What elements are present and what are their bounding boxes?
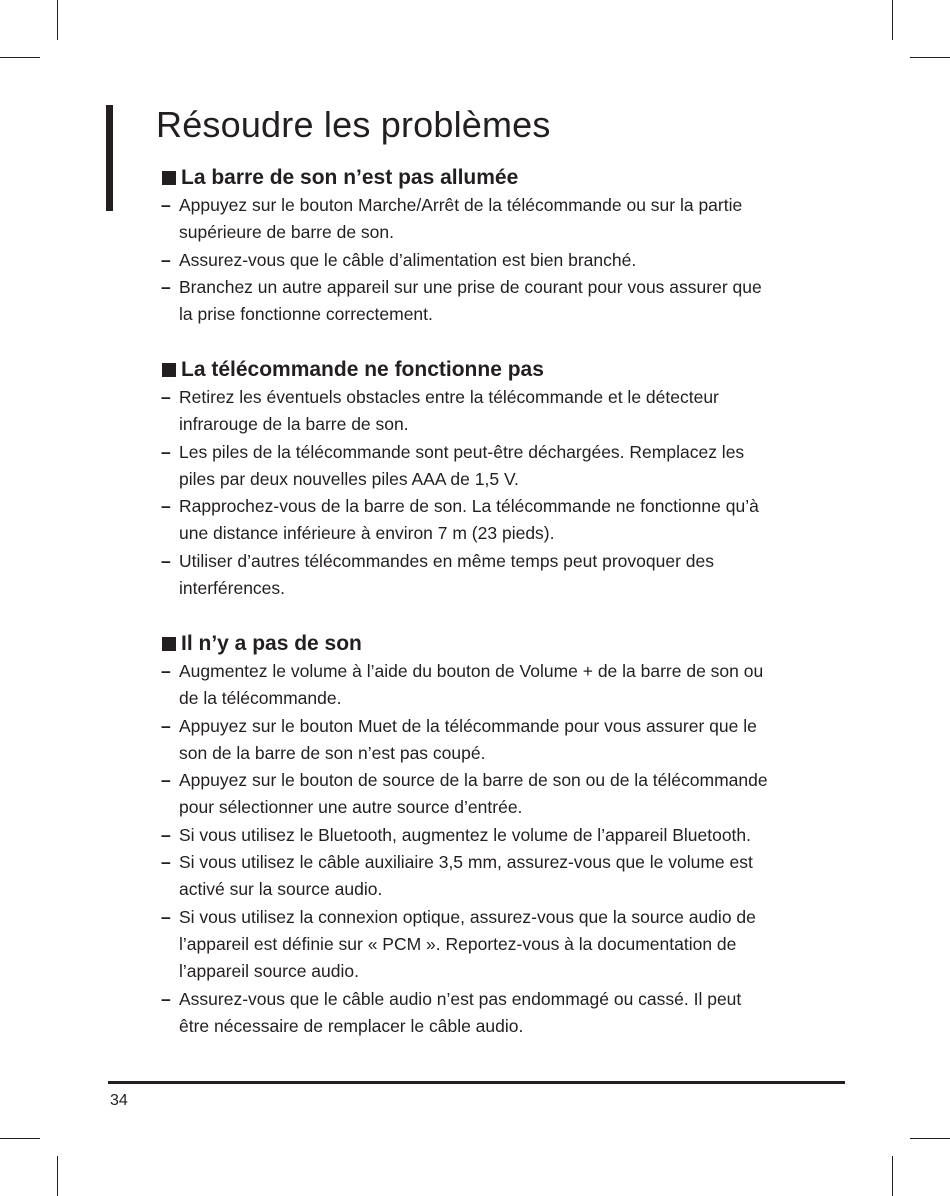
crop-mark (910, 1138, 950, 1139)
text-line: Assurez-vous que le câble audio n’est pas endommagé ou cassé. Il peut (179, 988, 742, 1009)
crop-mark (910, 57, 950, 58)
text-line: Appuyez sur le bouton Marche/Arrêt de la télécommande ou sur la partie (179, 195, 743, 215)
text-line: Augmentez le volume à l’aide du bouton de Volume + de la barre de son ou (179, 661, 764, 681)
dash-bullet: – (161, 441, 171, 462)
section-heading (162, 356, 822, 384)
section-remote (162, 356, 822, 602)
text-line: Appuyez sur le bouton Muet de la télécommande pour vous assurer que le (179, 715, 757, 736)
title-accent-bar (106, 105, 113, 211)
dash-bullet: – (161, 770, 171, 791)
text-line: infrarouge de la barre de son. (179, 414, 409, 435)
dash-bullet: – (161, 195, 171, 215)
list-item (162, 658, 822, 713)
text-line: Utiliser d’autres télécommandes en même temps peut provoquer des (179, 550, 714, 571)
dash-bullet: – (161, 824, 171, 845)
text-line: activé sur la source audio. (179, 879, 383, 900)
text-line: être nécessaire de remplacer le câble audio. (179, 1015, 524, 1036)
text-line: Retirez les éventuels obstacles entre la télécommande et le détecteur (179, 387, 719, 407)
section-heading-text: La barre de son n’est pas allumée (181, 166, 519, 189)
dash-bullet: – (161, 550, 171, 571)
text-line: Rapprochez-vous de la barre de son. La télécommande ne fonctionne qu’à (179, 496, 759, 517)
list-item (162, 986, 822, 1041)
list-item (162, 822, 822, 849)
list-item (162, 274, 822, 329)
list-item (162, 384, 822, 439)
list-item (162, 904, 822, 986)
crop-mark (57, 1156, 58, 1196)
crop-mark (57, 0, 58, 40)
list-item (162, 493, 822, 548)
dash-bullet: – (161, 852, 171, 873)
section-no-sound (162, 630, 822, 1040)
dash-bullet: – (161, 276, 171, 297)
list-item (162, 767, 822, 822)
list-item (162, 849, 822, 904)
text-line: Assurez-vous que le câble d’alimentation est bien branché. (179, 249, 637, 270)
text-line: piles par deux nouvelles piles AAA de 1,5 V. (179, 468, 519, 489)
list-item (162, 192, 822, 247)
dash-bullet: – (161, 988, 171, 1009)
text-line: une distance inférieure à environ 7 m (23 pieds). (179, 523, 555, 544)
text-line: son de la barre de son n’est pas coupé. (179, 742, 486, 763)
text-line: Si vous utilisez le Bluetooth, augmentez le volume de l’appareil Bluetooth. (179, 824, 752, 845)
dash-bullet: – (161, 906, 171, 927)
text-line: Branchez un autre appareil sur une prise de courant pour vous assurer que (179, 276, 762, 297)
section-heading-text: Il n’y a pas de son (181, 632, 362, 655)
text-line: Si vous utilisez le câble auxiliaire 3,5 mm, assurez-vous que le volume est (179, 852, 753, 873)
crop-mark (0, 1138, 40, 1139)
dash-bullet: – (161, 715, 171, 736)
text-line: Si vous utilisez la connexion optique, assurez-vous que la source audio de (179, 906, 756, 927)
troubleshooting-list (162, 658, 822, 1040)
crop-mark (892, 0, 893, 40)
text-line: l’appareil est définie sur « PCM ». Reportez-vous à la documentation de (179, 933, 737, 954)
list-item (162, 439, 822, 494)
crop-mark (892, 1156, 893, 1196)
text-line: supérieure de barre de son. (179, 222, 394, 243)
list-item (162, 548, 822, 603)
square-bullet-icon (162, 171, 176, 185)
list-item (162, 713, 822, 768)
list-item (162, 247, 822, 274)
section-power (162, 164, 822, 328)
page-title: Résoudre les problèmes (156, 104, 551, 145)
square-bullet-icon (162, 363, 176, 377)
dash-bullet: – (161, 496, 171, 517)
page-number: 34 (110, 1092, 128, 1109)
section-heading (162, 164, 822, 192)
text-line: Les piles de la télécommande sont peut-être déchargées. Remplacez les (179, 441, 745, 462)
dash-bullet: – (161, 249, 171, 270)
section-heading (162, 630, 822, 658)
footer-rule (108, 1081, 845, 1084)
text-line: l’appareil source audio. (179, 961, 359, 982)
troubleshooting-list (162, 384, 822, 602)
square-bullet-icon (162, 637, 176, 651)
dash-bullet: – (161, 661, 171, 681)
text-line: interférences. (179, 578, 286, 599)
text-line: pour sélectionner une autre source d’entrée. (179, 797, 523, 818)
crop-mark (0, 57, 40, 58)
text-line: Appuyez sur le bouton de source de la barre de son ou de la télécommande (179, 770, 768, 791)
dash-bullet: – (161, 387, 171, 407)
text-line: de la télécommande. (179, 688, 342, 709)
troubleshooting-list (162, 192, 822, 328)
text-line: la prise fonctionne correctement. (179, 304, 433, 325)
section-heading-text: La télécommande ne fonctionne pas (181, 358, 544, 381)
